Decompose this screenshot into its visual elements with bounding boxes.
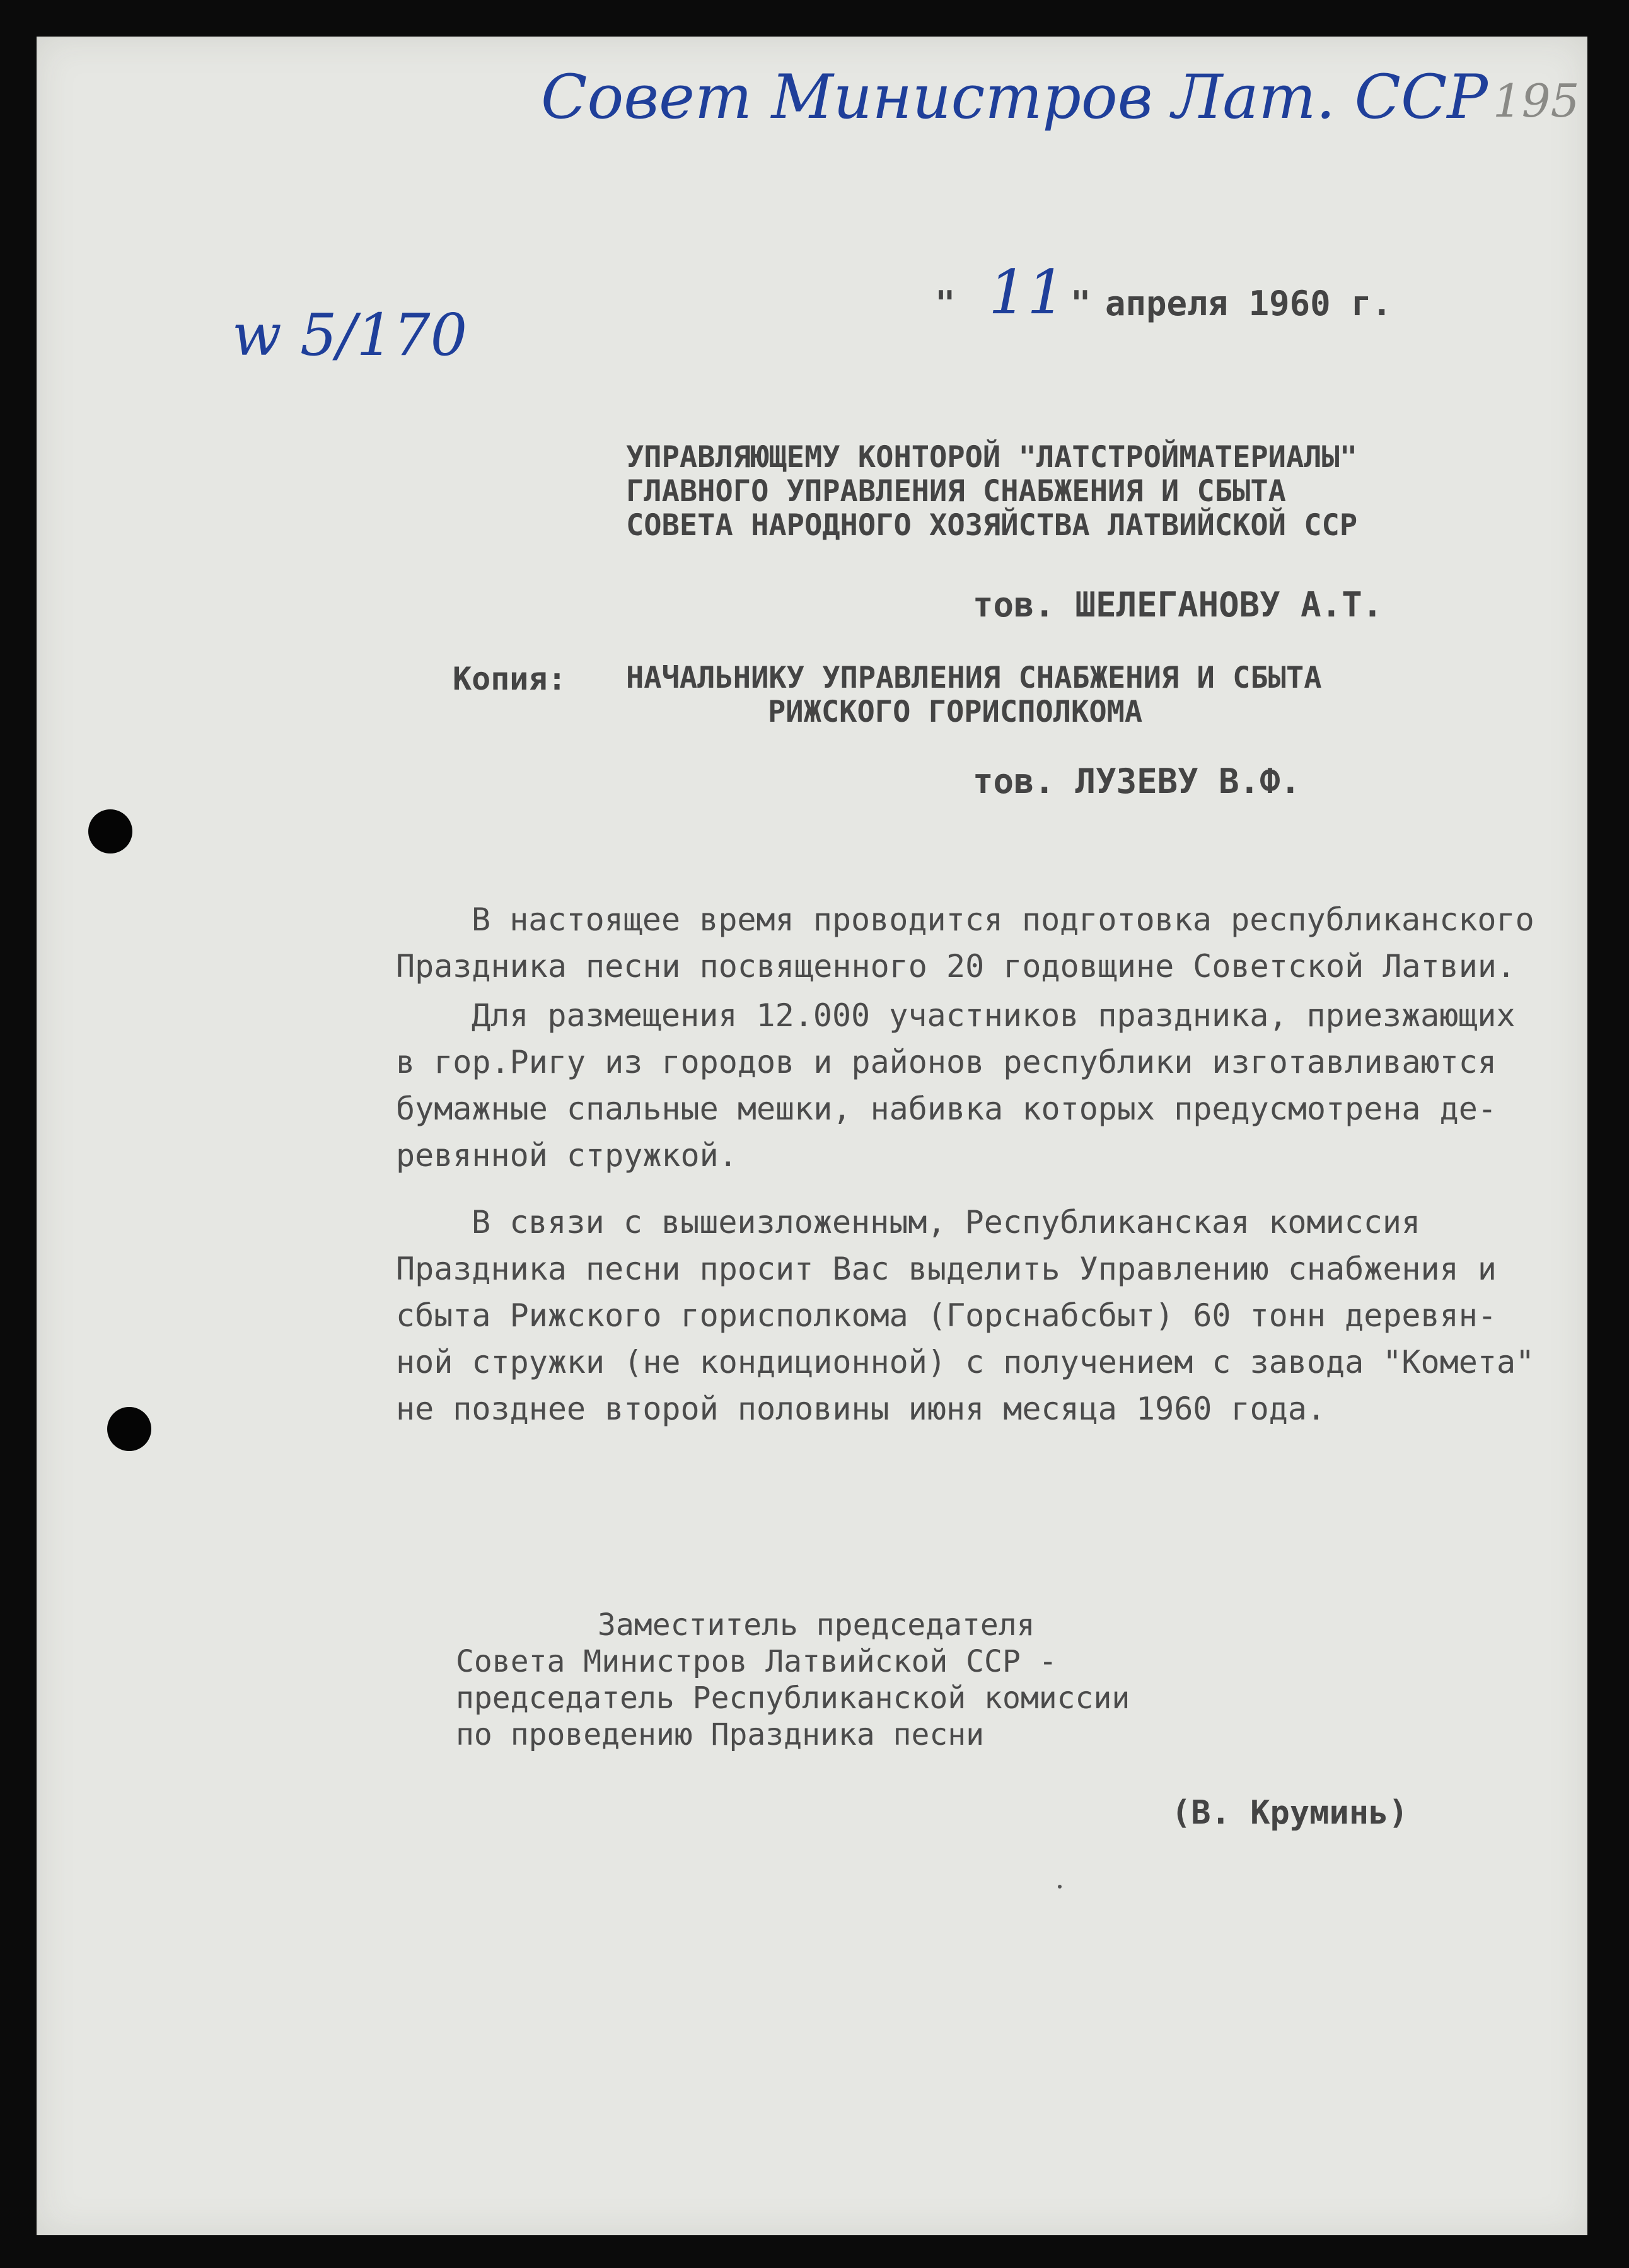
document-page <box>37 37 1587 2235</box>
signature-line-4: по проведению Праздника песни <box>456 1717 985 1752</box>
body-p2-line-3: бумажные спальные мешки, набивка которых предусмотрена де- <box>396 1091 1497 1127</box>
body-p2-line-4: ревянной стружкой. <box>396 1137 738 1174</box>
body-p3-line-5: не позднее второй половины июня месяца 1960 года. <box>396 1391 1326 1427</box>
copy-line-2: РИЖСКОГО ГОРИСПОЛКОМА <box>768 695 1143 729</box>
addressee-line-3: СОВЕТА НАРОДНОГО ХОЗЯЙСТВА ЛАТВИЙСКОЙ ССР <box>626 508 1358 543</box>
punch-hole-top <box>88 809 132 853</box>
body-p3-line-2: Праздника песни просит Вас выделить Управлению снабжения и <box>396 1251 1497 1287</box>
body-p1-line-2: Праздника песни посвященного 20 годовщине Советской Латвии. <box>396 948 1516 985</box>
date-open-quote: " <box>935 284 956 323</box>
handwritten-header: Совет Министров Лат. ССР <box>541 62 1488 132</box>
signature-name: (В. Круминь) <box>1171 1794 1408 1832</box>
punch-hole-bottom <box>107 1407 151 1451</box>
body-p2-line-1: Для размещения 12.000 участников праздника, приезжающих <box>472 997 1516 1034</box>
signature-line-1: Заместитель председателя <box>598 1607 1035 1643</box>
addressee-line-2: ГЛАВНОГО УПРАВЛЕНИЯ СНАБЖЕНИЯ И СБЫТА <box>626 474 1286 509</box>
copy-line-1: НАЧАЛЬНИКУ УПРАВЛЕНИЯ СНАБЖЕНИЯ И СБЫТА <box>626 661 1322 695</box>
body-p2-line-2: в гор.Ригу из городов и районов республики изготавливаются <box>396 1044 1497 1080</box>
addressee-line-1: УПРАВЛЯЮЩЕМУ КОНТОРОЙ "ЛАТСТРОЙМАТЕРИАЛЫ" <box>626 440 1358 475</box>
ink-dot <box>1058 1885 1062 1889</box>
addressee-name: тов. ШЕЛЕГАНОВУ А.Т. <box>973 585 1383 625</box>
body-p1-line-1: В настоящее время проводится подготовка республиканского <box>472 901 1534 938</box>
body-p3-line-1: В связи с вышеизложенным, Республиканская комиссия <box>472 1204 1421 1241</box>
handwritten-page-number: 195 <box>1493 74 1580 127</box>
signature-line-2: Совета Министров Латвийской ССР - <box>456 1644 1057 1679</box>
copy-label: Копия: <box>453 661 567 697</box>
handwritten-day: 11 <box>988 257 1066 328</box>
body-p3-line-3: сбыта Рижского горисполкома (Горснабсбыт) 60 тонн деревян- <box>396 1297 1497 1334</box>
handwritten-reference: w 5/170 <box>232 301 468 369</box>
body-p3-line-4: ной стружки (не кондиционной) с получением с завода "Комета" <box>396 1344 1535 1380</box>
date-close-quote: " <box>1070 284 1091 323</box>
copy-name: тов. ЛУЗЕВУ В.Ф. <box>973 761 1301 801</box>
date-text: апреля 1960 г. <box>1105 284 1393 323</box>
signature-line-3: председатель Республиканской комиссии <box>456 1681 1130 1716</box>
